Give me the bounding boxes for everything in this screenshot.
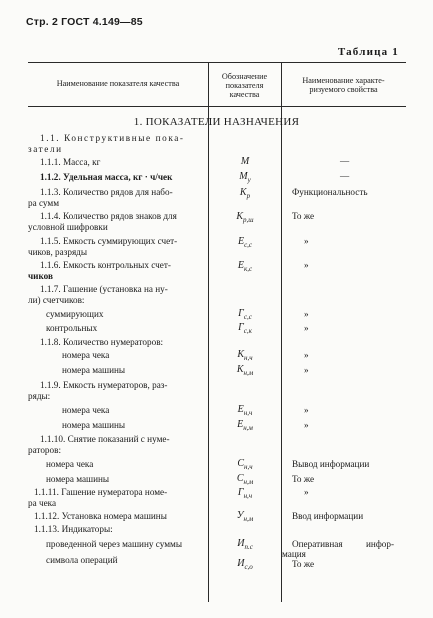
symbol-letter: Г (237, 487, 244, 498)
row-property: Вывод информации (292, 459, 370, 469)
row-text: номера машины (62, 365, 126, 375)
row-symbol (210, 364, 280, 377)
row-text: номера чека (62, 405, 110, 415)
row-text: 1.1.10. Снятие показаний с нуме- (40, 434, 170, 444)
row-text: раторов: (28, 445, 61, 455)
symbol-letter: И (237, 558, 245, 569)
table-number: Таблица 1 (337, 46, 399, 58)
row-text: 1.1.9. Емкость нумераторов, раз- (40, 380, 168, 390)
symbol-letter: Е (237, 419, 244, 430)
row-text: чиков (28, 271, 53, 281)
row-property: Функциональность (292, 187, 368, 197)
symbol-letter: Г (238, 308, 244, 319)
row-property: » (304, 236, 309, 246)
symbol-subscript: с,с (244, 241, 253, 249)
symbol-subscript: р (246, 192, 251, 200)
column-header-symbol-line3: качества (229, 90, 260, 99)
row-symbol (210, 538, 280, 551)
row-text: затели (28, 144, 63, 154)
header-bottom-border (28, 106, 406, 107)
row-text: 1.1.5. Емкость суммирующих счет- (40, 236, 178, 246)
row-symbol (210, 187, 280, 200)
symbol-letter: К (236, 211, 244, 222)
row-symbol (210, 510, 280, 523)
row-symbol (210, 419, 280, 432)
row-text: проведенной через машину суммы (46, 539, 183, 549)
row-property: — (340, 171, 350, 181)
row-property: » (304, 350, 309, 360)
row-text: условной шифровки (28, 222, 108, 232)
row-property: мация (282, 549, 306, 559)
symbol-subscript: п.с (244, 543, 253, 551)
section-title: 1. ПОКАЗАТЕЛИ НАЗНАЧЕНИЯ (133, 116, 300, 128)
row-symbol (210, 236, 280, 249)
symbol-subscript: н,м (243, 369, 254, 377)
row-property: » (304, 420, 309, 430)
row-symbol (210, 349, 280, 362)
column-header-indicator: Наименование показателя качества (56, 79, 180, 88)
row-property: » (304, 405, 309, 415)
symbol-subscript: н,м (243, 515, 254, 523)
column-header-symbol (208, 72, 281, 99)
column-header-symbol-line1: Обозначение (221, 72, 268, 81)
row-property: То же (292, 211, 315, 221)
row-text: 1.1.3. Количество рядов для набо- (40, 187, 173, 197)
row-property: Ввод информации (292, 511, 364, 521)
row-text: номера чека (62, 350, 110, 360)
row-property: Оперативная (292, 539, 343, 549)
symbol-letter: К (239, 187, 247, 198)
symbol-letter: К (236, 364, 244, 375)
symbol-subscript: с,к (243, 327, 252, 335)
symbol-letter: Е (237, 404, 244, 415)
symbol-letter: Г (238, 322, 244, 333)
row-symbol (210, 558, 280, 571)
symbol-subscript: н,ч (243, 492, 253, 500)
row-text: 1.1.8. Количество нумераторов: (40, 337, 164, 347)
symbol-letter: У (236, 510, 244, 521)
row-symbol (210, 458, 280, 471)
symbol-subscript: н,ч (243, 409, 253, 417)
column-header-property-line2: ризуемого свойства (309, 85, 378, 94)
symbol-subscript: н,м (243, 478, 254, 486)
symbol-letter: С (236, 473, 244, 484)
symbol-subscript: у (247, 176, 251, 184)
row-property: » (304, 487, 309, 497)
row-property: » (304, 260, 309, 270)
row-property: — (340, 156, 350, 166)
symbol-subscript: с,с (243, 313, 252, 321)
row-property: » (304, 365, 309, 375)
table-top-border (28, 62, 406, 63)
row-text: ра сумм (28, 198, 60, 208)
symbol-letter: Е (237, 260, 244, 271)
row-property: То же (292, 474, 315, 484)
row-text: символа операций (46, 555, 118, 565)
row-symbol (210, 171, 280, 184)
page-header: Стр. 2 ГОСТ 4.149—85 (26, 16, 143, 28)
symbol-letter: Е (237, 236, 245, 247)
row-text: 1.1.12. Установка номера машины (34, 511, 167, 521)
row-property: инфор- (366, 539, 395, 549)
row-symbol (210, 156, 280, 167)
row-text: 1.1. Конструктивные пока- (40, 133, 185, 143)
column-header-property-line1: Наименование характе- (302, 76, 385, 85)
row-text: ряды: (28, 391, 51, 401)
symbol-subscript: н,ч (244, 354, 253, 362)
row-text: 1.1.7. Гашение (установка на ну- (40, 284, 168, 294)
row-property: » (304, 309, 309, 319)
row-text: контрольных (46, 323, 98, 333)
row-text: 1.1.13. Индикаторы: (34, 524, 113, 534)
row-symbol (210, 260, 280, 273)
row-symbol (210, 473, 280, 486)
row-text: 1.1.4. Количество рядов знаков для (40, 211, 177, 221)
row-property: » (304, 323, 309, 333)
symbol-letter: М (239, 171, 248, 182)
row-symbol (210, 211, 280, 224)
row-text: номера чека (46, 459, 94, 469)
row-symbol (210, 308, 280, 321)
symbol-letter: К (237, 349, 245, 360)
row-text: номера машины (62, 420, 126, 430)
symbol-subscript: н,ч (244, 463, 253, 471)
column-divider-2 (281, 62, 282, 602)
row-text: 1.1.11. Гашение нумератора номе- (34, 487, 168, 497)
row-text: ли) счетчиков: (28, 295, 85, 305)
row-text: чиков, разряды (28, 247, 88, 257)
symbol-subscript: к,с (243, 265, 253, 273)
row-symbol (210, 487, 280, 500)
row-symbol (210, 322, 280, 335)
row-symbol (210, 404, 280, 417)
column-divider-1 (208, 62, 209, 602)
row-property: То же (292, 559, 315, 569)
row-text: 1.1.6. Емкость контрольных счет- (40, 260, 171, 270)
symbol-subscript: н,м (243, 424, 253, 432)
symbol-subscript: с,о (244, 563, 253, 571)
row-text: номера машины (46, 474, 110, 484)
column-header-symbol-line2: показателя (225, 81, 264, 90)
row-text: ра чека (28, 498, 57, 508)
column-header-property (281, 76, 406, 94)
symbol-subscript: р,ш (243, 216, 254, 224)
symbol-letter: С (237, 458, 245, 469)
row-text: 1.1.1. Масса, кг (40, 157, 101, 167)
symbol-letter: М (240, 156, 250, 167)
row-text: 1.1.2. Удельная масса, кг · ч/чек (40, 172, 173, 182)
symbol-letter: И (237, 538, 245, 549)
row-text: суммирующих (46, 309, 104, 319)
